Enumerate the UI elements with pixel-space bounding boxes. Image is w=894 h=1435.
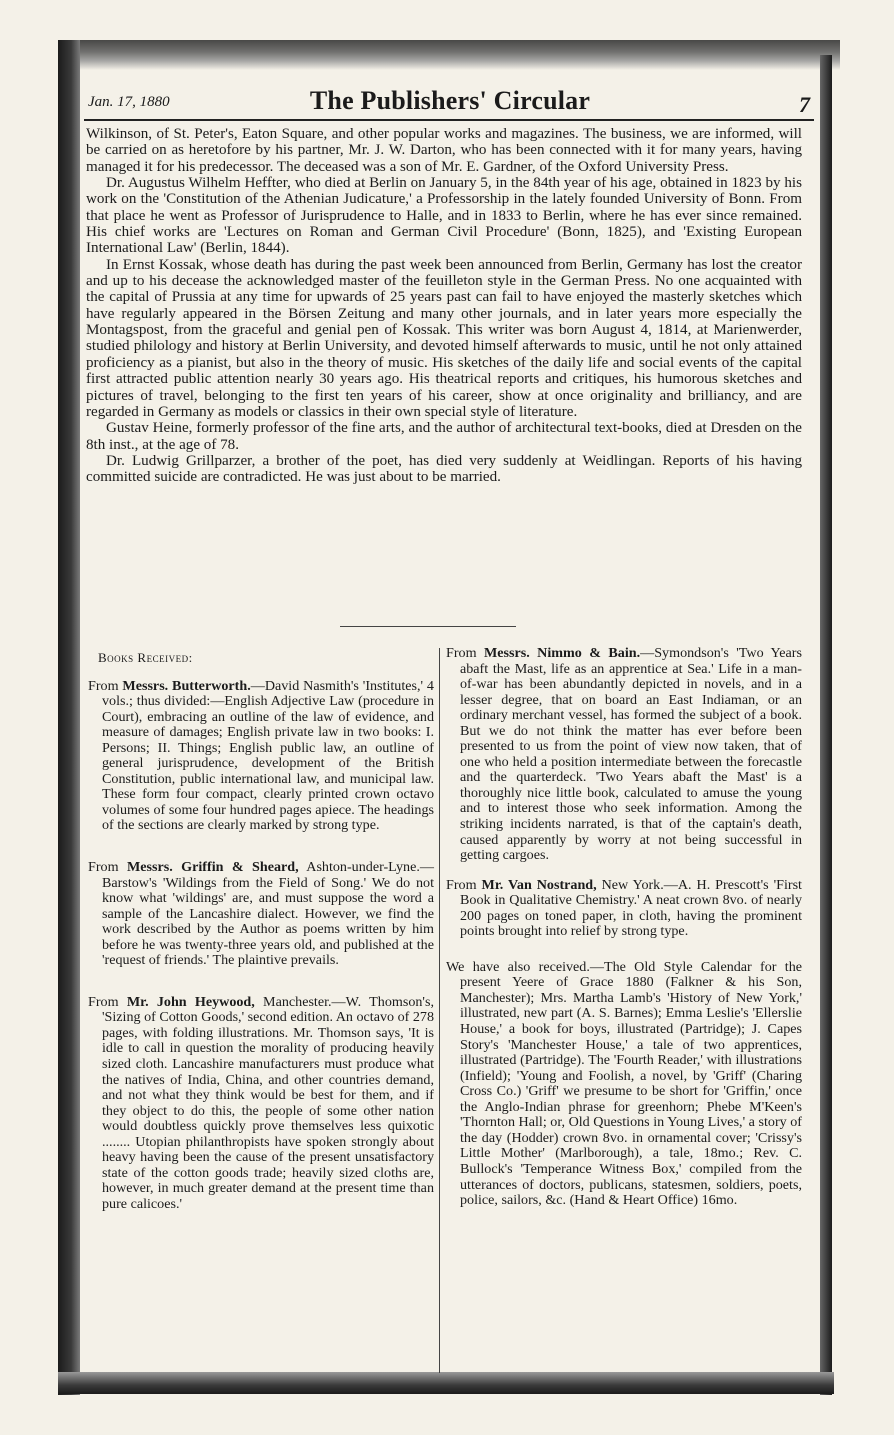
page-border-bottom bbox=[58, 1372, 834, 1394]
page-border-right bbox=[820, 55, 832, 1395]
book-entry: From Mr. John Heywood, Manchester.—W. Thomson's, 'Sizing of Cotton Goods,' second edition. An octavo of 278 pages, with folding illustrations. Mr. Thomson says, 'It is idle to call in question the morality of producing heavily sized cloth. Lancashire manufacturers must produce what the natives of India, China, and other countries demand, and not what they think would be best for them, and if they object to do this, the people of some other nation would doubtless quickly prove themselves less quixotic ........ Utopian philanthropists have spoken strongly about heavy having been the cause of the present unsatisfactory state of the cotton goods trade; heavily sized cloths are, however, in much greater demand at the present time than pure calicoes.' bbox=[88, 993, 434, 1212]
book-entry-text: We have also received.—The Old Style Calendar for the present Yeere of Grace 1880 (Falkner & his Son, Manchester); Mrs. Martha Lamb's 'History of New York,' illustrated, new part (A. S. Barnes); Emma Leslie's 'Ellerslie House,' a book for boys, illustrated (Partridge); J. Capes Story's 'Manchester House,' a tale of two apprentices, illustrated (Partridge). The 'Fourth Reader,' with illustrations (Infield); 'Young and Foolish, a novel, by 'Griff' (Charing Cross Co.) 'Griff' we presume to be short for 'Griffin,' once the Anglo-Indian phrase for greenhorn; Phebe M'Keen's 'Thornton Hall; or, Old Questions in Young Lives,' a story of the day (Hodder) crown 8vo. in ornamental cover; 'Crissy's Little Mother' (Marlborough), a tale, 18mo.; Rev. C. Bullock's 'Temperance Witness Box,' compiled from the utterances of doctors, publicans, statesmen, soldiers, poets, police, sailors, &c. (Hand & Heart Office) 16mo. bbox=[446, 958, 802, 1209]
page-border-left bbox=[58, 40, 80, 1395]
publisher-name: Messrs. Butterworth. bbox=[122, 677, 251, 694]
book-entry-text: —David Nasmith's 'Institutes,' 4 vols.; thus divided:—English Adjective Law (procedure in Court), embracing an outline of the law of evidence, and measure of damages; English private law in two books: I. Persons; II. Things; English public law, an outline of general jurisprudence, development of the British Constitution, public international law, and municipal law. These form four compact, clearly printed crown octavo volumes of some four hundred pages apiece. The headings of the sections are clearly marked by strong type. bbox=[102, 677, 434, 834]
publisher-name: Messrs. Nimmo & Bain. bbox=[483, 645, 641, 661]
book-entry: From Messrs. Butterworth.—David Nasmith's 'Institutes,' 4 vols.; thus divided:—English Adjective Law (procedure in Court), embracing an outline of the law of evidence, and measure of damages; English private law in two books: I. Persons; II. Things; English public law, an outline of general jurisprudence, development of the British Constitution, public international law, and municipal law. These form four compact, clearly printed crown octavo volumes of some four hundred pages apiece. The headings of the sections are clearly marked by strong type. bbox=[88, 677, 434, 834]
obituary-paragraph: Dr. Augustus Wilhelm Heffter, who died at Berlin on January 5, in the 84th year of his age, obtained in 1823 by his work on the 'Constitution of the Athenian Judicature,' a Professorship in the lately founded University of Bonn. From that place he went as Professor of Jurisprudence to Halle, and in 1833 to Berlin, where he has ever since remained. His chief works are 'Lectures on Roman and German Civil Procedure' (Bonn, 1825), and 'Existing European International Law' (Berlin, 1844). bbox=[86, 175, 802, 257]
obituary-paragraph: In Ernst Kossak, whose death has during the past week been announced from Berlin, Germany has lost the creator and up to his decease the acknowledged master of the feuilleton style in the German Press. No one acquainted with the capital of Prussia at any time for upwards of 25 years past can fail to have enjoyed the masterly sketches which have regularly appeared in the Börsen Zeitung and many other journals, and in later years more especially the Montagspost, from the graceful and genial pen of Kossak. This writer was born August 4, 1814, at Marienwerder, studied philology and history at Berlin University, and devoted himself afterwards to music, until he not only attained proficiency as a pianist, but also in the theory of music. His sketches of the daily life and social events of the capital first attracted public attention nearly 30 years ago. His theatrical reports and critiques, his humorous sketches and pictures of travel, belonging to the first ten years of his career, show at once originality and brilliancy, and are regarded in Germany as models or classics in their own special style of literature. bbox=[86, 256, 802, 420]
book-entry: From Mr. Van Nostrand, New York.—A. H. Prescott's 'First Book in Qualitative Chemistry.' A neat crown 8vo. of nearly 200 pages on toned paper, in cloth, having the prominent points brought into relief by strong type. bbox=[446, 876, 802, 940]
page-number: 7 bbox=[799, 92, 810, 117]
header-rule bbox=[84, 119, 814, 121]
book-entry bbox=[446, 960, 802, 1209]
section-divider bbox=[340, 626, 516, 627]
publisher-name: Mr. John Heywood, bbox=[126, 993, 255, 1010]
obituary-paragraph: Wilkinson, of St. Peter's, Eaton Square, and other popular works and magazines. The business, we are informed, will be carried on as heretofore by his partner, Mr. J. W. Darton, who has been connected with it for many years, having managed it for his predecessor. The deceased was a son of Mr. E. Gardner, of the Oxford University Press. bbox=[86, 126, 802, 175]
obituary-section bbox=[86, 126, 802, 486]
book-entry-text: Manchester.—W. Thomson's, 'Sizing of Cotton Goods,' second edition. An octavo of 278 pages, with folding illustrations. Mr. Thomson says, 'It is idle to call in question the morality of producing heavily sized cloth. Lancashire manufacturers must produce what the natives of India, China, and other countries demand, and not what they think would be best for them, and if they object to do this, the people of some other nation would doubtless quickly prove themselves less quixotic ........ Utopian philanthropists have spoken strongly about heavy having been the cause of the present unsatisfactory state of the cotton goods trade; heavily sized cloths are, however, in much greater demand at the present time than pure calicoes.' bbox=[102, 993, 434, 1212]
issue-date: Jan. 17, 1880 bbox=[88, 94, 170, 110]
book-entry: From Messrs. Nimmo & Bain.—Symondson's 'Two Years abaft the Mast, life as an apprentice at Sea.' Life in a man-of-war has been abundantly depicted in novels, and in a lesser degree, that on board an East Indiaman, or an ordinary merchant vessel, has formed the subject of a book. But we do not think the matter has ever before been presented to us from the point of view now taken, that of one who held a position intermediate between the forecastle and the quarterdeck. 'Two Years abaft the Mast' is a thoroughly nice little book, calculated to amuse the young and to interest those who seek information. Among the striking incidents narrated, is that of the captain's death, caused apparently by worry at not being successful in getting cargoes. bbox=[446, 645, 802, 864]
book-entry-text: Ashton-under-Lyne.—Barstow's 'Wildings from the Field of Song.' We do not know what 'wildings' are, and must suppose the word a sample of the Lancashire dialect. However, we find the work described by the Author as poems written by him before he was twenty-three years old, and published at the 'request of friends.' The plaintive prevails. bbox=[102, 859, 434, 969]
books-received-right-column bbox=[446, 646, 802, 1209]
obituary-paragraph: Gustav Heine, formerly professor of the fine arts, and the author of architectural text-books, died at Dresden on the 8th inst., at the age of 78. bbox=[86, 420, 802, 453]
publisher-name: Messrs. Griffin & Sheard, bbox=[126, 859, 299, 876]
column-divider bbox=[439, 648, 440, 1373]
page-header bbox=[86, 84, 814, 120]
book-entry: From Messrs. Griffin & Sheard, Ashton-under-Lyne.—Barstow's 'Wildings from the Field of Song.' We do not know what 'wildings' are, and must suppose the word a sample of the Lancashire dialect. However, we find the work described by the Author as poems written by him before he was twenty-three years old, and published at the 'request of friends.' The plaintive prevails. bbox=[88, 859, 434, 969]
publication-title: The Publishers' Circular bbox=[309, 86, 591, 115]
books-received-left-column bbox=[88, 650, 434, 1213]
book-entry-text: —Symondson's 'Two Years abaft the Mast, life as an apprentice at Sea.' Life in a man-of-war has been abundantly depicted in novels, and in a lesser degree, that on board an East Indiaman, or an ordinary merchant vessel, has formed the subject of a book. But we do not think the matter has ever before been presented to us from the point of view now taken, that of one who held a position intermediate between the forecastle and the quarterdeck. 'Two Years abaft the Mast' is a thoroughly nice little book, calculated to amuse the young and to interest those who seek information. Among the striking incidents narrated, is that of the captain's death, caused apparently by worry at not being successful in getting cargoes. bbox=[460, 645, 802, 864]
publisher-name: Mr. Van Nostrand, bbox=[481, 876, 597, 893]
books-received-heading: Books Received: bbox=[98, 650, 193, 665]
obituary-paragraph: Dr. Ludwig Grillparzer, a brother of the poet, has died very suddenly at Weidlingan. Reports of his having committed suicide are contradicted. He was just about to be married. bbox=[86, 452, 802, 486]
page-border-top bbox=[58, 40, 840, 70]
book-entry-text: New York.—A. H. Prescott's 'First Book in Qualitative Chemistry.' A neat crown 8vo. of nearly 200 pages on toned paper, in cloth, having the prominent points brought into relief by strong type. bbox=[460, 876, 802, 940]
